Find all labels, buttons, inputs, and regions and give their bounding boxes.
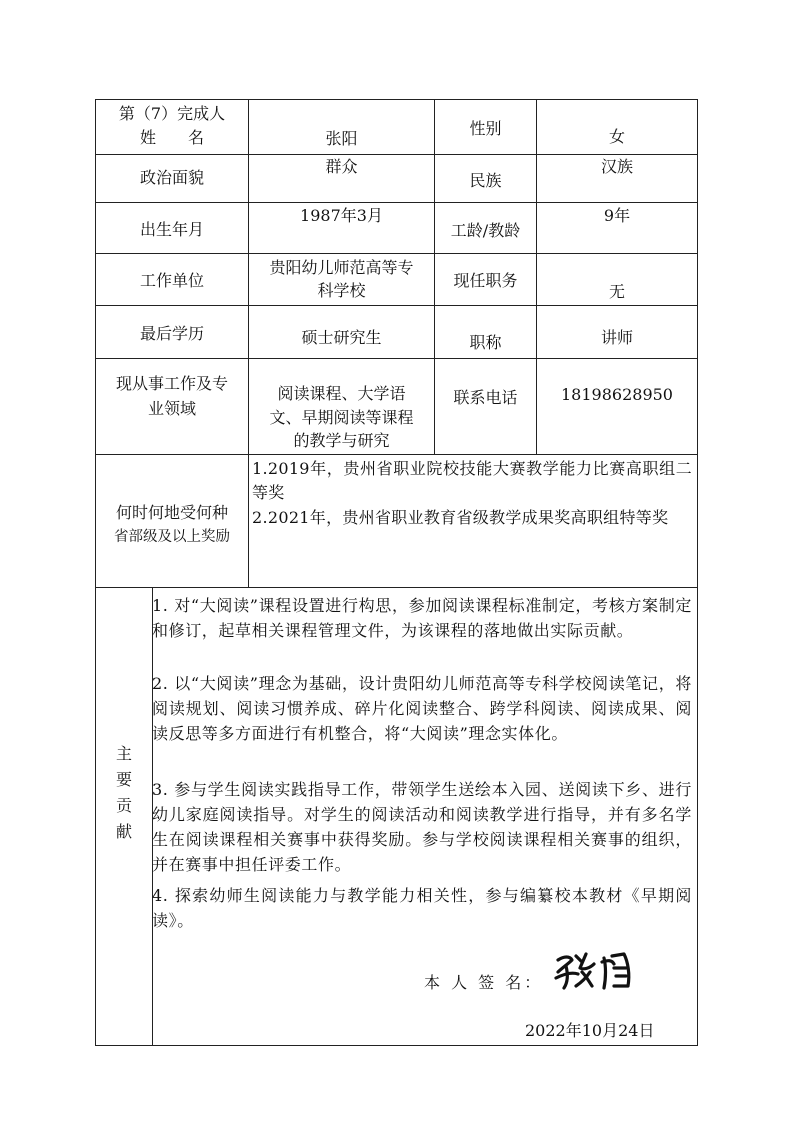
contribution-label-char-4: 献 (115, 822, 132, 841)
signature-label: 本 人 签 名： (424, 973, 544, 992)
birth-label: 出生年月 (139, 220, 204, 239)
contribution-item-4: 4. 探索幼师生阅读能力与教学能力相关性，参与编纂校本教材《早期阅读》。 (152, 886, 692, 930)
contribution-label-char-2: 要 (115, 770, 132, 789)
field-label-line2: 业领域 (147, 399, 196, 418)
award-item-1: 1.2019年，贵州省职业院校技能大赛教学能力比赛高职组二等奖 (252, 459, 692, 502)
ethnic-label: 民族 (469, 171, 502, 190)
years-value: 9年 (603, 206, 631, 225)
gender-value: 女 (608, 127, 625, 146)
title-value: 讲师 (600, 328, 633, 347)
name-label-line2: 姓 名 (139, 128, 204, 147)
field-value-line2: 文、早期阅读等课程 (269, 408, 414, 427)
contribution-label-char-3: 贡 (115, 796, 132, 815)
ethnic-value: 汉族 (600, 157, 633, 176)
position-value: 无 (608, 282, 625, 301)
field-value-line3: 的教学与研究 (293, 431, 390, 450)
political-label: 政治面貌 (139, 168, 204, 187)
name-value: 张阳 (325, 129, 358, 148)
awards-label-line1: 何时何地受何种 (115, 503, 228, 522)
awards-label-line2: 省部级及以上奖励 (114, 529, 230, 545)
contribution-label-char-1: 主 (115, 744, 132, 763)
handwritten-signature (552, 948, 642, 992)
title-label: 职称 (469, 333, 502, 352)
unit-value-line1: 贵阳幼儿师范高等专 (269, 258, 414, 277)
education-label: 最后学历 (139, 324, 204, 343)
years-label: 工龄/教龄 (450, 221, 521, 240)
contribution-item-1: 1. 对“大阅读”课程设置进行构思，参加阅读课程标准制定，考核方案制定和修订，起草相关课程管理文件，为该课程的落地做出实际贡献。 (152, 596, 692, 640)
contribution-item-3: 3. 参与学生阅读实践指导工作，带领学生送绘本入园、送阅读下乡、进行幼儿家庭阅读指导。对学生的阅读活动和阅读教学进行指导，并有多名学生在阅读课程相关赛事中获得奖励。参与学校阅读课程相关赛事的组织，并在赛事中担任评委工作。 (152, 780, 692, 874)
unit-label: 工作单位 (139, 271, 204, 290)
award-item-2: 2.2021年，贵州省职业教育省级教学成果奖高职组特等奖 (252, 508, 669, 527)
phone-value: 18198628950 (561, 385, 673, 404)
name-label-line1: 第（7）完成人 (118, 104, 226, 123)
political-value: 群众 (325, 157, 358, 176)
education-value: 硕士研究生 (301, 328, 382, 347)
unit-value-line2: 科学校 (317, 281, 366, 300)
position-label: 现任职务 (453, 271, 518, 290)
contribution-item-2: 2. 以“大阅读”理念为基础，设计贵阳幼儿师范高等专科学校阅读笔记，将阅读规划、阅读习惯养成、碎片化阅读整合、跨学科阅读、阅读成果、阅读反思等多方面进行有机整合，将“大阅读”理念实体化。 (152, 674, 692, 743)
field-label-line1: 现从事工作及专 (115, 374, 228, 393)
birth-value: 1987年3月 (300, 206, 383, 225)
gender-label: 性别 (469, 119, 502, 138)
signature-date: 2022年10月24日 (525, 1021, 655, 1040)
phone-label: 联系电话 (453, 388, 518, 407)
field-value-line1: 阅读课程、大学语 (277, 384, 406, 403)
